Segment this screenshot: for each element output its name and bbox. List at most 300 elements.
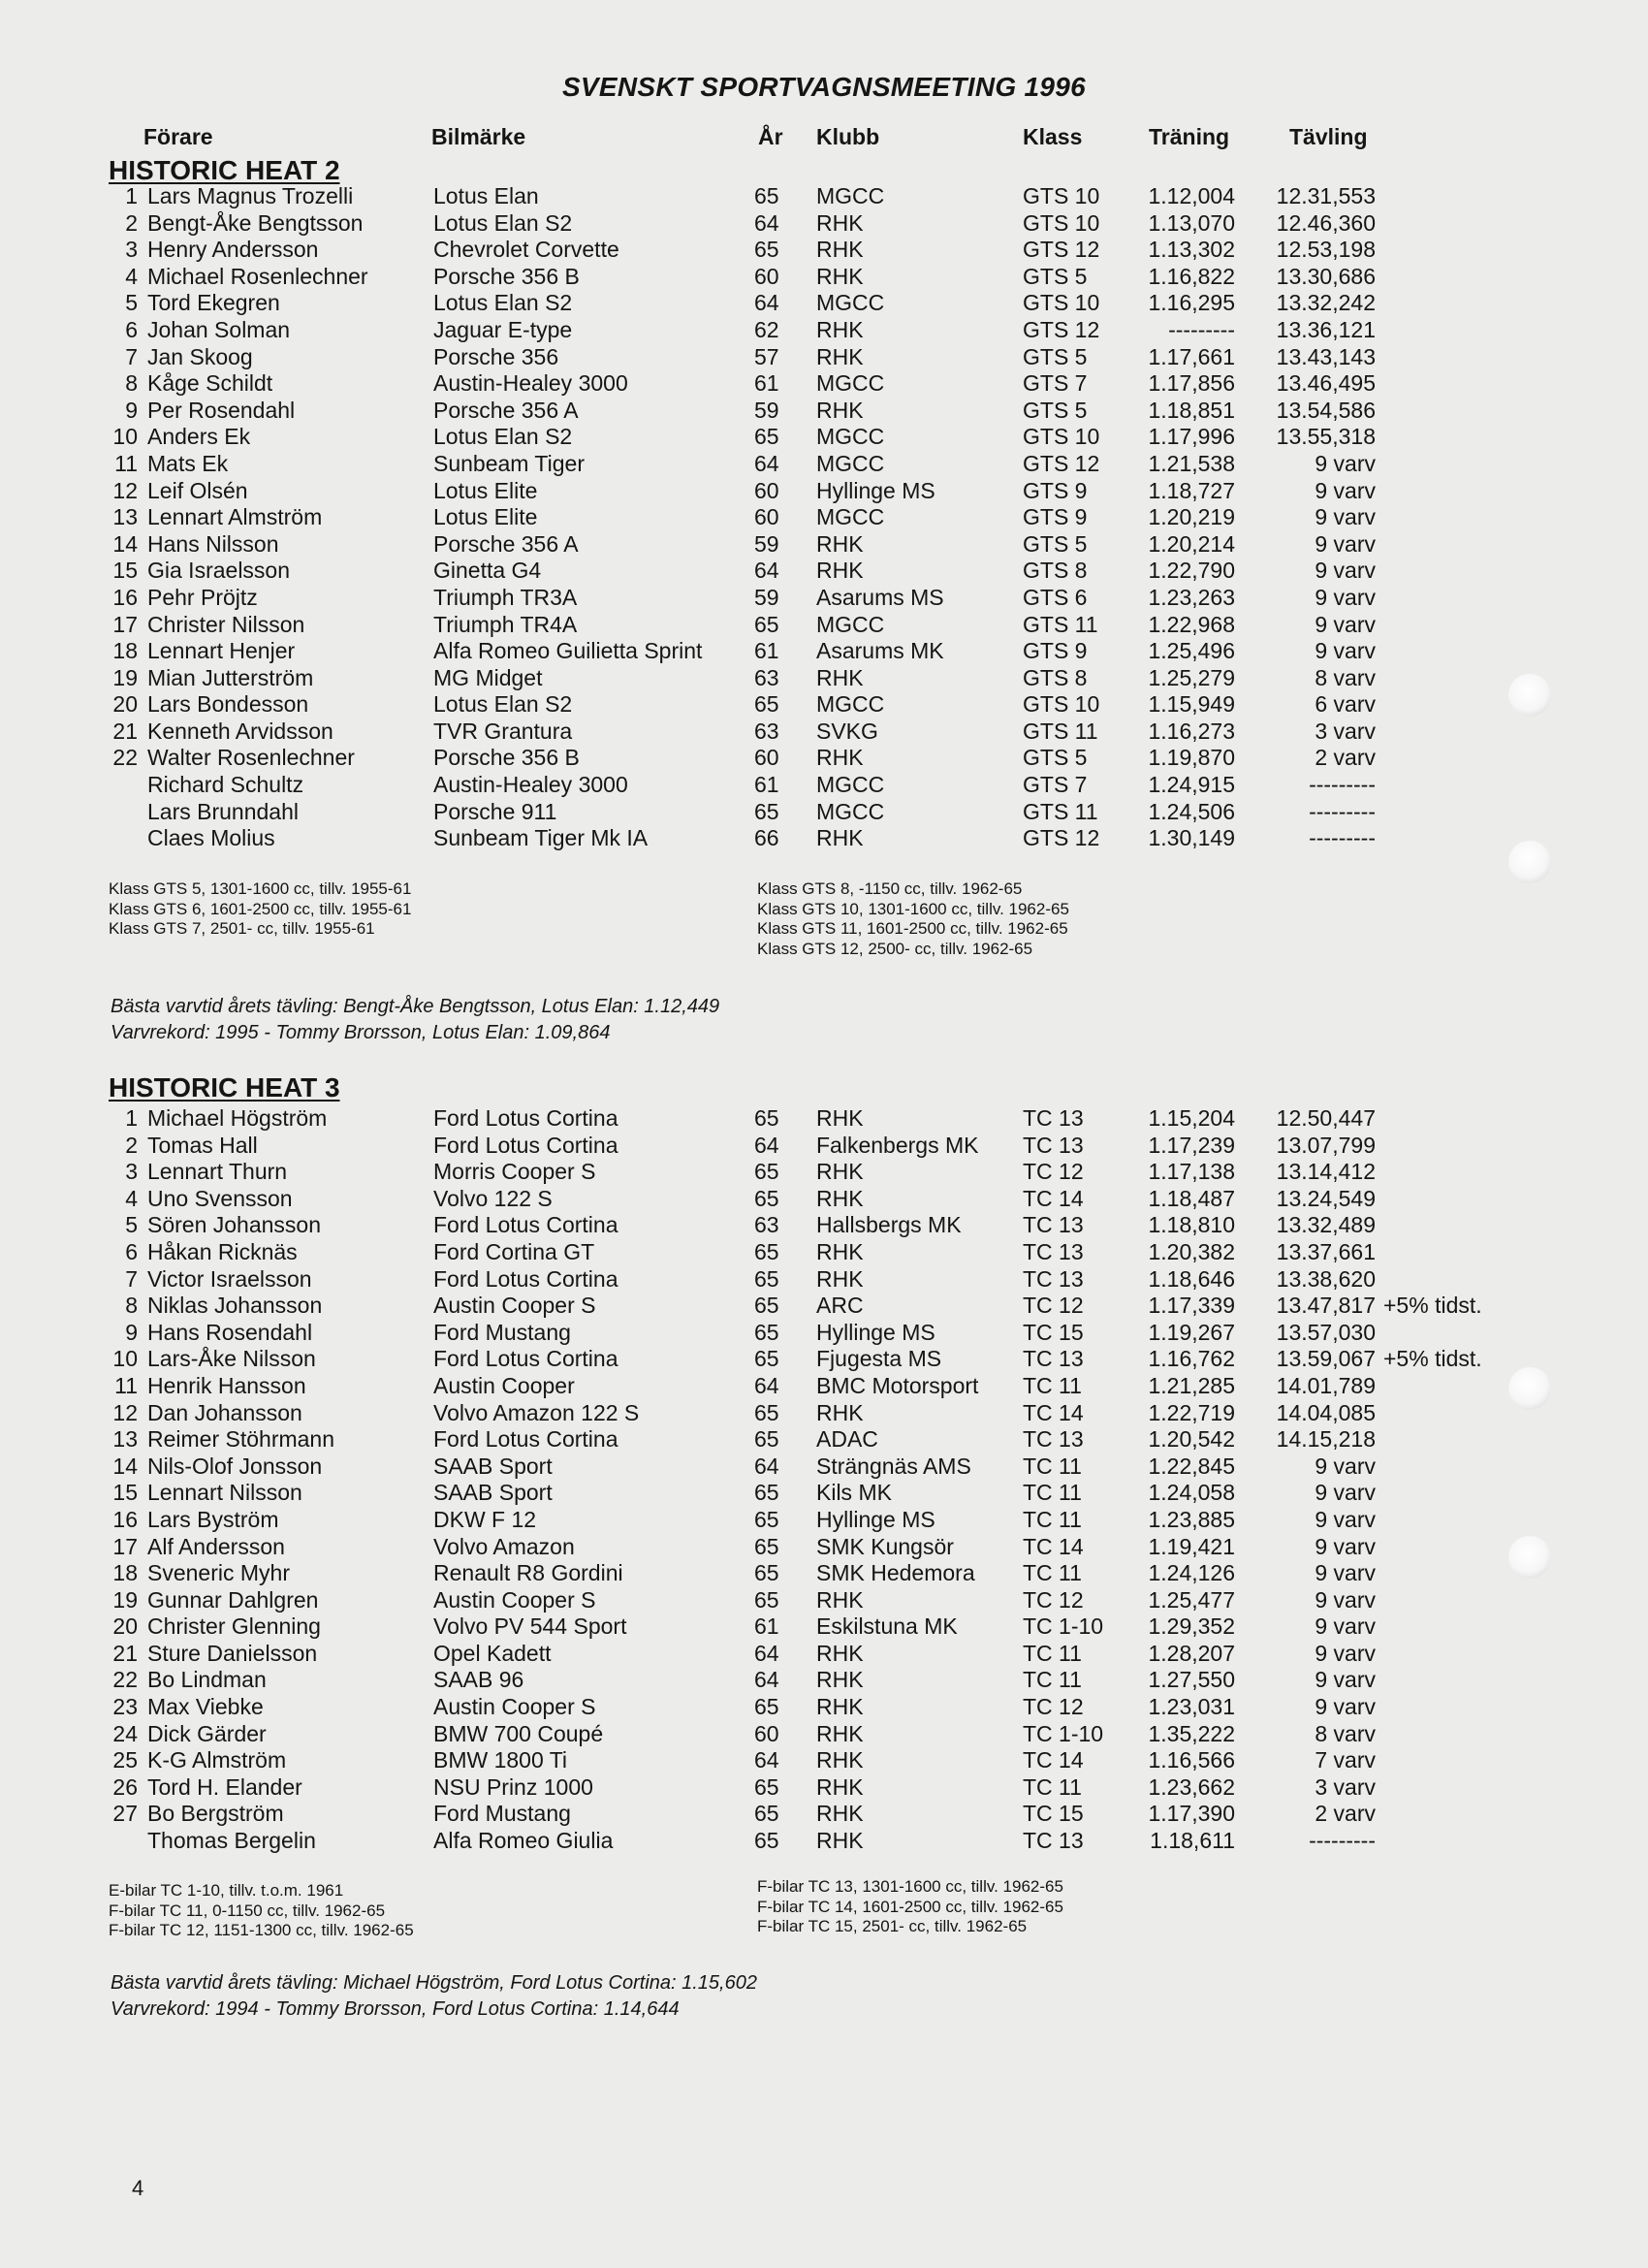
punch-hole [1508, 1367, 1551, 1410]
race-time-cell: 9 varv [1315, 1533, 1376, 1559]
practice-time-cell: 1.17,239 [1148, 1132, 1235, 1158]
year-cell: 66 [754, 825, 779, 851]
club-cell: Falkenbergs MK [816, 1132, 979, 1158]
race-time-cell: --------- [1309, 798, 1376, 824]
klass-cell: TC 11 [1023, 1372, 1082, 1398]
year-cell: 65 [754, 1480, 779, 1506]
club-cell: BMC Motorsport [816, 1372, 979, 1398]
class-note: F-bilar TC 14, 1601-2500 cc, tillv. 1962-65 [757, 1897, 1063, 1916]
race-time-cell: 13.54,586 [1276, 397, 1376, 423]
practice-time-cell: --------- [1168, 316, 1235, 342]
table-row [0, 1133, 1648, 1160]
year-cell: 61 [754, 370, 779, 397]
race-time-cell: 3 varv [1315, 718, 1376, 744]
practice-time-cell: 1.19,421 [1148, 1533, 1235, 1559]
car-cell: Ford Mustang [433, 1801, 571, 1827]
year-cell: 65 [754, 1185, 779, 1211]
car-cell: Volvo Amazon [433, 1533, 575, 1559]
table-row [0, 719, 1648, 746]
race-time-cell: 13.24,549 [1276, 1185, 1376, 1211]
practice-time-cell: 1.21,538 [1148, 450, 1235, 476]
klass-cell: TC 11 [1023, 1453, 1082, 1479]
table-row [0, 1186, 1648, 1213]
driver-cell: Lars Brunndahl [147, 798, 299, 824]
race-time-cell: 9 varv [1315, 450, 1376, 476]
klass-cell: TC 12 [1023, 1159, 1084, 1185]
position-cell: 22 [112, 1667, 138, 1693]
year-cell: 60 [754, 477, 779, 503]
driver-cell: Jan Skoog [147, 343, 253, 369]
car-cell: Ford Mustang [433, 1319, 571, 1345]
race-time-cell: 13.43,143 [1276, 343, 1376, 369]
position-cell: 3 [125, 1159, 138, 1185]
header-car: Bilmärke [431, 124, 526, 149]
practice-time-cell: 1.27,550 [1148, 1667, 1235, 1693]
klass-cell: GTS 12 [1023, 450, 1100, 476]
club-cell: RHK [816, 1399, 864, 1425]
position-cell: 16 [112, 1506, 138, 1532]
driver-cell: Lars Bondesson [147, 691, 309, 718]
position-cell: 23 [112, 1694, 138, 1720]
class-note: Klass GTS 12, 2500- cc, tillv. 1962-65 [757, 939, 1033, 958]
year-cell: 60 [754, 1720, 779, 1746]
club-cell: RHK [816, 237, 864, 263]
position-cell: 16 [112, 584, 138, 610]
position-cell: 1 [125, 1105, 138, 1131]
car-cell: Porsche 911 [433, 798, 557, 824]
table-row [0, 1212, 1648, 1239]
driver-cell: Bo Lindman [147, 1667, 267, 1693]
year-cell: 63 [754, 718, 779, 744]
practice-time-cell: 1.15,949 [1148, 691, 1235, 718]
class-note: F-bilar TC 11, 0-1150 cc, tillv. 1962-65 [109, 1901, 386, 1920]
table-row [0, 772, 1648, 799]
race-time-cell: 2 varv [1315, 745, 1376, 771]
table-row [0, 612, 1648, 639]
position-cell: 1 [125, 183, 138, 208]
heat3-class-list-right [757, 1877, 1063, 1937]
header-practice: Träning [1149, 124, 1230, 149]
year-cell: 65 [754, 1773, 779, 1800]
position-cell: 15 [112, 558, 138, 584]
club-cell: MGCC [816, 290, 885, 316]
klass-cell: TC 1-10 [1023, 1613, 1104, 1640]
practice-time-cell: 1.22,968 [1148, 611, 1235, 637]
car-cell: Austin-Healey 3000 [433, 772, 628, 798]
practice-time-cell: 1.18,810 [1148, 1212, 1235, 1238]
club-cell: RHK [816, 1640, 864, 1666]
year-cell: 65 [754, 1346, 779, 1372]
car-cell: BMW 1800 Ti [433, 1747, 568, 1773]
class-note: F-bilar TC 15, 2501- cc, tillv. 1962-65 [757, 1917, 1028, 1935]
page-number: 4 [132, 2176, 144, 2200]
driver-cell: Mats Ek [147, 450, 229, 476]
driver-cell: Lars Magnus Trozelli [147, 183, 354, 208]
club-cell: RHK [816, 1185, 864, 1211]
driver-cell: Richard Schultz [147, 772, 304, 798]
position-cell: 10 [112, 424, 138, 450]
klass-cell: GTS 5 [1023, 530, 1088, 557]
practice-time-cell: 1.24,915 [1148, 772, 1235, 798]
practice-time-cell: 1.19,267 [1148, 1319, 1235, 1345]
race-time-cell: 9 varv [1315, 1667, 1376, 1693]
klass-cell: GTS 5 [1023, 745, 1088, 771]
position-cell: 24 [112, 1720, 138, 1746]
table-row [0, 264, 1648, 291]
car-cell: Lotus Elite [433, 477, 538, 503]
klass-cell: TC 14 [1023, 1747, 1084, 1773]
class-note: Klass GTS 7, 2501- cc, tillv. 1955-61 [109, 919, 375, 938]
car-cell: Porsche 356 B [433, 263, 580, 289]
car-cell: Lotus Elan S2 [433, 424, 573, 450]
table-row [0, 1641, 1648, 1668]
car-cell: SAAB 96 [433, 1667, 524, 1693]
position-cell: 12 [112, 477, 138, 503]
year-cell: 65 [754, 183, 779, 208]
table-row [0, 531, 1648, 559]
position-cell: 8 [125, 370, 138, 397]
klass-cell: TC 12 [1023, 1694, 1084, 1720]
year-cell: 62 [754, 316, 779, 342]
year-cell: 60 [754, 745, 779, 771]
club-cell: Kils MK [816, 1480, 892, 1506]
position-cell: 6 [125, 316, 138, 342]
table-row [0, 1346, 1648, 1373]
year-cell: 65 [754, 1159, 779, 1185]
heat2-class-list-right [757, 879, 1069, 959]
race-time-cell: 9 varv [1315, 1506, 1376, 1532]
practice-time-cell: 1.18,611 [1150, 1828, 1235, 1854]
punch-hole [1508, 1536, 1551, 1579]
table-row [0, 1694, 1648, 1721]
class-note: Klass GTS 5, 1301-1600 cc, tillv. 1955-61 [109, 879, 412, 898]
year-cell: 60 [754, 263, 779, 289]
car-cell: Austin Cooper S [433, 1586, 596, 1613]
position-cell: 11 [114, 1372, 138, 1398]
race-time-cell: 14.04,085 [1276, 1399, 1376, 1425]
position-cell: 12 [112, 1399, 138, 1425]
table-row [0, 1613, 1648, 1641]
race-time-cell: 9 varv [1315, 1640, 1376, 1666]
klass-cell: GTS 5 [1023, 263, 1088, 289]
race-time-cell: 13.14,412 [1276, 1159, 1376, 1185]
year-cell: 65 [754, 1399, 779, 1425]
car-cell: Porsche 356 [433, 343, 559, 369]
race-time-cell: 2 varv [1315, 1801, 1376, 1827]
klass-cell: TC 13 [1023, 1265, 1084, 1292]
klass-cell: TC 13 [1023, 1212, 1084, 1238]
car-cell: Renault R8 Gordini [433, 1560, 623, 1586]
year-cell: 60 [754, 504, 779, 530]
car-cell: Volvo 122 S [433, 1185, 553, 1211]
position-cell: 11 [114, 450, 138, 476]
race-time-cell: 9 varv [1315, 638, 1376, 664]
table-row [0, 1239, 1648, 1266]
car-cell: Porsche 356 A [433, 530, 579, 557]
position-cell: 14 [112, 530, 138, 557]
practice-time-cell: 1.15,204 [1148, 1105, 1235, 1131]
klass-cell: GTS 9 [1023, 477, 1088, 503]
table-row [0, 1560, 1648, 1587]
position-cell: 21 [112, 718, 138, 744]
position-cell: 18 [112, 1560, 138, 1586]
klass-cell: TC 13 [1023, 1105, 1084, 1131]
driver-cell: Uno Svensson [147, 1185, 293, 1211]
practice-time-cell: 1.24,506 [1148, 798, 1235, 824]
table-row [0, 1400, 1648, 1427]
year-cell: 65 [754, 424, 779, 450]
club-cell: RHK [816, 343, 864, 369]
practice-time-cell: 1.20,382 [1148, 1238, 1235, 1264]
car-cell: Austin-Healey 3000 [433, 370, 628, 397]
driver-cell: Per Rosendahl [147, 397, 296, 423]
position-cell: 25 [112, 1747, 138, 1773]
practice-time-cell: 1.30,149 [1148, 825, 1235, 851]
year-cell: 64 [754, 1453, 779, 1479]
penalty-note-cell: +5% tidst. [1383, 1293, 1482, 1319]
klass-cell: GTS 10 [1023, 209, 1100, 236]
driver-cell: Kåge Schildt [147, 370, 273, 397]
club-cell: MGCC [816, 370, 885, 397]
club-cell: SMK Kungsör [816, 1533, 954, 1559]
driver-cell: Lennart Almström [147, 504, 323, 530]
club-cell: RHK [816, 1801, 864, 1827]
race-time-cell: 7 varv [1315, 1747, 1376, 1773]
klass-cell: GTS 10 [1023, 691, 1100, 718]
practice-time-cell: 1.17,996 [1148, 424, 1235, 450]
klass-cell: GTS 8 [1023, 558, 1088, 584]
heat3-results-table [0, 1105, 1648, 1855]
club-cell: RHK [816, 1667, 864, 1693]
race-time-cell: 9 varv [1315, 558, 1376, 584]
car-cell: DKW F 12 [433, 1506, 537, 1532]
year-cell: 65 [754, 1426, 779, 1453]
year-cell: 63 [754, 664, 779, 690]
klass-cell: TC 11 [1023, 1667, 1082, 1693]
race-time-cell: 6 varv [1315, 691, 1376, 718]
club-cell: MGCC [816, 183, 885, 208]
driver-cell: Niklas Johansson [147, 1293, 323, 1319]
practice-time-cell: 1.20,542 [1148, 1426, 1235, 1453]
race-time-cell: 13.32,489 [1276, 1212, 1376, 1238]
car-cell: Lotus Elan S2 [433, 209, 573, 236]
driver-cell: Reimer Stöhrmann [147, 1426, 335, 1453]
klass-cell: TC 14 [1023, 1533, 1084, 1559]
race-time-cell: --------- [1309, 772, 1376, 798]
club-cell: RHK [816, 316, 864, 342]
table-row [0, 1480, 1648, 1507]
race-time-cell: 12.31,553 [1276, 183, 1376, 208]
table-row [0, 799, 1648, 826]
year-cell: 65 [754, 1586, 779, 1613]
class-note: Klass GTS 8, -1150 cc, tillv. 1962-65 [757, 879, 1023, 898]
lap-record-text: Varvrekord: 1994 - Tommy Brorsson, Ford Lotus Cortina: 1.14,644 [111, 1998, 680, 2020]
car-cell: Volvo Amazon 122 S [433, 1399, 640, 1425]
car-cell: NSU Prinz 1000 [433, 1773, 593, 1800]
klass-cell: GTS 12 [1023, 316, 1100, 342]
driver-cell: Victor Israelsson [147, 1265, 312, 1292]
table-row [0, 183, 1648, 210]
car-cell: Austin Cooper S [433, 1293, 596, 1319]
practice-time-cell: 1.17,339 [1148, 1293, 1235, 1319]
driver-cell: Michael Högström [147, 1105, 328, 1131]
klass-cell: TC 13 [1023, 1132, 1084, 1158]
position-cell: 9 [125, 1319, 138, 1345]
race-time-cell: --------- [1309, 1828, 1376, 1854]
car-cell: Alfa Romeo Guilietta Sprint [433, 638, 703, 664]
car-cell: Ford Cortina GT [433, 1238, 595, 1264]
year-cell: 59 [754, 530, 779, 557]
klass-cell: TC 11 [1023, 1773, 1082, 1800]
race-time-cell: 9 varv [1315, 1480, 1376, 1506]
year-cell: 64 [754, 558, 779, 584]
driver-cell: Pehr Pröjtz [147, 584, 258, 610]
race-time-cell: 13.36,121 [1276, 316, 1376, 342]
practice-time-cell: 1.16,566 [1148, 1747, 1235, 1773]
driver-cell: Anders Ek [147, 424, 251, 450]
lap-record-text: Varvrekord: 1995 - Tommy Brorsson, Lotus Elan: 1.09,864 [111, 1022, 611, 1043]
position-cell: 5 [125, 1212, 138, 1238]
car-cell: Lotus Elan S2 [433, 691, 573, 718]
club-cell: Hyllinge MS [816, 477, 935, 503]
driver-cell: Sveneric Myhr [147, 1560, 290, 1586]
practice-time-cell: 1.16,295 [1148, 290, 1235, 316]
driver-cell: Nils-Olof Jonsson [147, 1453, 323, 1479]
driver-cell: Lars-Åke Nilsson [147, 1346, 316, 1372]
driver-cell: Dick Gärder [147, 1720, 267, 1746]
practice-time-cell: 1.23,885 [1148, 1506, 1235, 1532]
position-cell: 19 [112, 664, 138, 690]
driver-cell: Thomas Bergelin [147, 1828, 316, 1854]
club-cell: RHK [816, 397, 864, 423]
table-row [0, 1320, 1648, 1347]
race-time-cell: 13.47,817 [1276, 1293, 1376, 1319]
table-row [0, 1507, 1648, 1534]
heat2-title: HISTORIC HEAT 2 [109, 155, 340, 185]
year-cell: 61 [754, 772, 779, 798]
year-cell: 65 [754, 1319, 779, 1345]
position-cell: 18 [112, 638, 138, 664]
driver-cell: Tord H. Elander [147, 1773, 302, 1800]
header-club: Klubb [816, 124, 880, 149]
position-cell: 2 [125, 1132, 138, 1158]
car-cell: Lotus Elan S2 [433, 290, 573, 316]
table-row [0, 478, 1648, 505]
club-cell: RHK [816, 1105, 864, 1131]
position-cell: 4 [125, 263, 138, 289]
club-cell: RHK [816, 1747, 864, 1773]
club-cell: Strängnäs AMS [816, 1453, 971, 1479]
practice-time-cell: 1.18,727 [1148, 477, 1235, 503]
car-cell: Ford Lotus Cortina [433, 1105, 618, 1131]
position-cell: 17 [112, 1533, 138, 1559]
car-cell: Austin Cooper [433, 1372, 575, 1398]
club-cell: RHK [816, 209, 864, 236]
position-cell: 19 [112, 1586, 138, 1613]
position-cell: 20 [112, 691, 138, 718]
race-time-cell: 14.01,789 [1276, 1372, 1376, 1398]
klass-cell: GTS 11 [1023, 718, 1098, 744]
club-cell: Hyllinge MS [816, 1319, 935, 1345]
klass-cell: TC 15 [1023, 1319, 1084, 1345]
table-row [0, 451, 1648, 478]
year-cell: 59 [754, 584, 779, 610]
year-cell: 57 [754, 343, 779, 369]
practice-time-cell: 1.20,214 [1148, 530, 1235, 557]
table-row [0, 290, 1648, 317]
year-cell: 64 [754, 450, 779, 476]
club-cell: RHK [816, 1265, 864, 1292]
table-row [0, 691, 1648, 719]
year-cell: 65 [754, 611, 779, 637]
practice-time-cell: 1.25,496 [1148, 638, 1235, 664]
klass-cell: GTS 5 [1023, 343, 1088, 369]
position-cell: 7 [125, 343, 138, 369]
club-cell: MGCC [816, 504, 885, 530]
race-time-cell: 13.37,661 [1276, 1238, 1376, 1264]
race-time-cell: 9 varv [1315, 611, 1376, 637]
klass-cell: TC 15 [1023, 1801, 1084, 1827]
driver-cell: Hans Nilsson [147, 530, 279, 557]
class-note: F-bilar TC 12, 1151-1300 cc, tillv. 1962-65 [109, 1921, 414, 1939]
table-row [0, 1721, 1648, 1748]
table-row [0, 1266, 1648, 1294]
position-cell: 8 [125, 1293, 138, 1319]
practice-time-cell: 1.28,207 [1148, 1640, 1235, 1666]
position-cell: 20 [112, 1613, 138, 1640]
race-time-cell: 8 varv [1315, 664, 1376, 690]
practice-time-cell: 1.24,058 [1148, 1480, 1235, 1506]
position-cell: 13 [112, 504, 138, 530]
position-cell: 14 [112, 1453, 138, 1479]
year-cell: 65 [754, 1238, 779, 1264]
table-row [0, 825, 1648, 852]
practice-time-cell: 1.21,285 [1148, 1372, 1235, 1398]
club-cell: RHK [816, 745, 864, 771]
practice-time-cell: 1.29,352 [1148, 1613, 1235, 1640]
driver-cell: Max Viebke [147, 1694, 264, 1720]
table-row [0, 1587, 1648, 1614]
car-cell: Lotus Elan [433, 183, 539, 208]
practice-time-cell: 1.12,004 [1148, 183, 1235, 208]
year-cell: 65 [754, 1533, 779, 1559]
driver-cell: K-G Almström [147, 1747, 287, 1773]
car-cell: Ford Lotus Cortina [433, 1426, 618, 1453]
driver-cell: Henrik Hansson [147, 1372, 306, 1398]
race-time-cell: 13.57,030 [1276, 1319, 1376, 1345]
driver-cell: Mian Jutterström [147, 664, 314, 690]
club-cell: RHK [816, 1238, 864, 1264]
car-cell: Chevrolet Corvette [433, 237, 619, 263]
club-cell: SMK Hedemora [816, 1560, 975, 1586]
practice-time-cell: 1.25,279 [1148, 664, 1235, 690]
position-cell: 3 [125, 237, 138, 263]
table-row [0, 1801, 1648, 1828]
practice-time-cell: 1.20,219 [1148, 504, 1235, 530]
class-note: F-bilar TC 13, 1301-1600 cc, tillv. 1962-65 [757, 1877, 1063, 1896]
position-cell: 27 [112, 1801, 138, 1827]
table-row [0, 1159, 1648, 1186]
year-cell: 64 [754, 1747, 779, 1773]
driver-cell: Sture Danielsson [147, 1640, 318, 1666]
position-cell: 7 [125, 1265, 138, 1292]
heat2-results-table [0, 183, 1648, 852]
position-cell: 9 [125, 397, 138, 423]
car-cell: Ford Lotus Cortina [433, 1265, 618, 1292]
class-note: Klass GTS 10, 1301-1600 cc, tillv. 1962-65 [757, 899, 1069, 918]
race-time-cell: 3 varv [1315, 1773, 1376, 1800]
club-cell: RHK [816, 530, 864, 557]
